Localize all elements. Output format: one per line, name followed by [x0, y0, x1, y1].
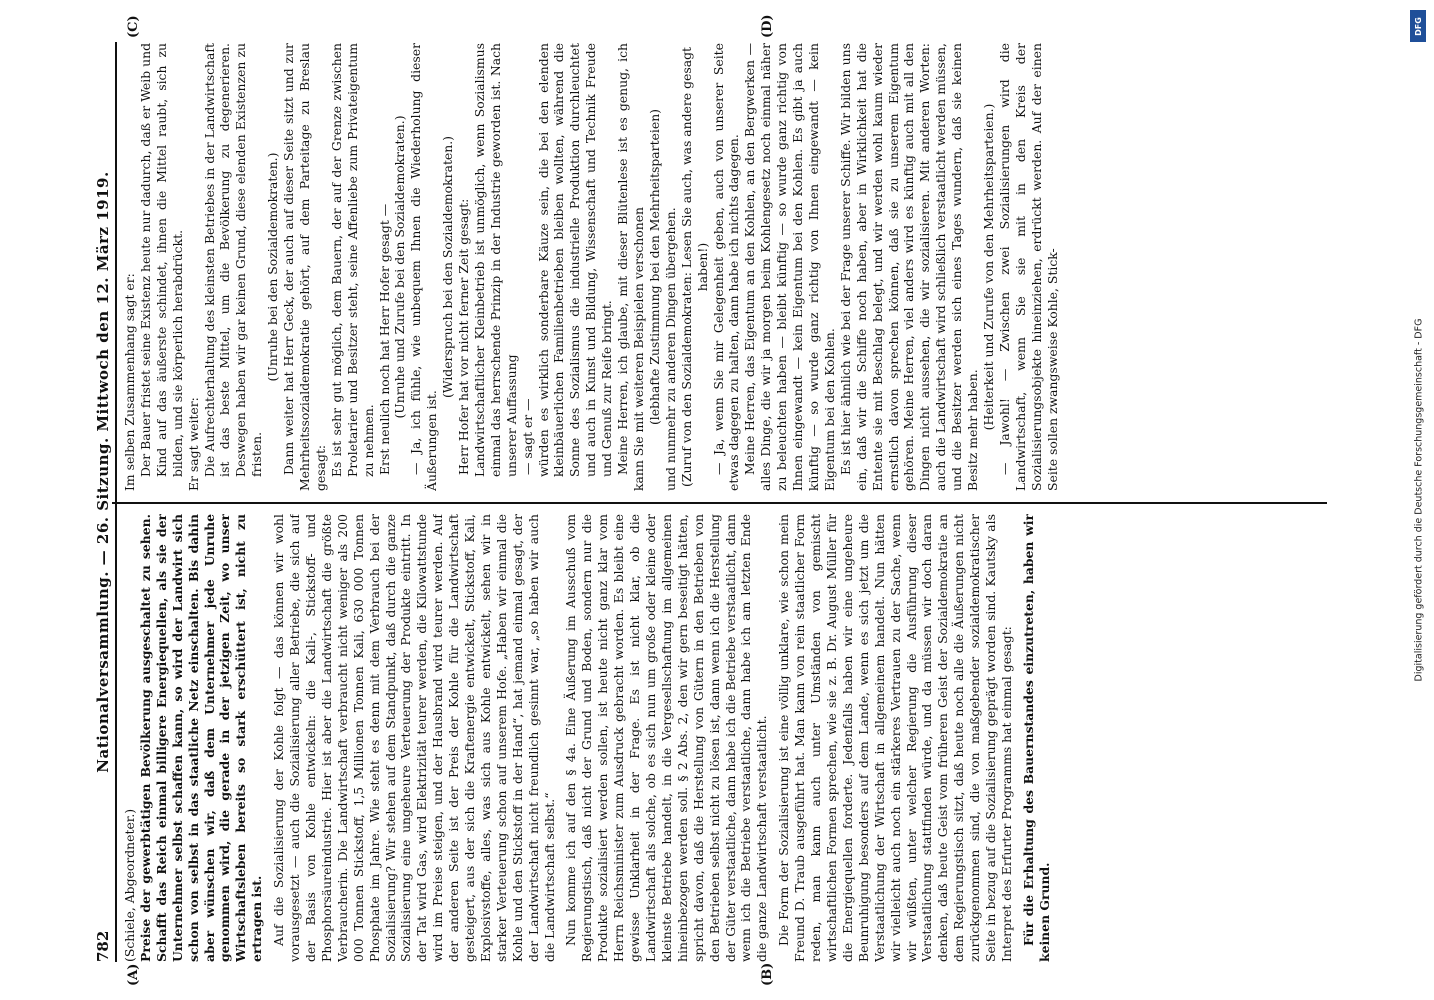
margin-mark-c: (C): [126, 15, 141, 38]
right-column-paragraph: (Unruhe und Zurufe bei den Sozialdemokraten.): [392, 115, 408, 419]
margin-mark-a: (A): [126, 963, 141, 986]
right-text-column: [122, 43, 1327, 491]
right-column-paragraph: Meine Herren, das Eigentum an den Kohlen, an den Bergwerken — alles Dinge, die wir ja morgen beim Kohlengesetz noch einmal näher zu beleuchten haben — bleibt künftig — so wurde ganz richtig von Ihnen eingewandt — kein Eigentum bei den Kohlen. Es gibt ja auch künftig — so wurde ganz richtig von Ihnen eingewandt — kein Eigentum bei den Kohlen.: [742, 43, 837, 491]
right-column-paragraph: Er sagt weiter:: [185, 397, 201, 491]
column-divider: [112, 502, 1327, 504]
dfg-logo: DFG: [1410, 10, 1426, 42]
right-column-paragraph: — Jawohl! — Zwischen zwei Sozialisierungen wird die Landwirtschaft, wenn Sie sie mit in den Kreis der Sozialisierungsobjekte hineinziehen, erdrückt werden. Auf der einen Seite sollen zwangsweise Kohle, Stick-: [996, 43, 1060, 491]
right-column-paragraph: — Ja, ich fühle, wie unbequem Ihnen die Wiederholung dieser Äußerungen ist.: [408, 43, 440, 491]
right-column-paragraph: Dann weiter hat Herr Geck, der auch auf dieser Seite sitzt und zur Mehrheitssozialdemokratie gehört, auf dem Parteitage zu Breslau gesagt:: [281, 43, 328, 491]
right-column-paragraph: Meine Herren, ich glaube, mit dieser Blütenlese ist es genug, ich kann Sie mit weiteren Beispielen verschonen: [615, 43, 646, 491]
left-text-column: [122, 514, 1327, 962]
right-column-paragraph: (Widerspruch bei den Sozialdemokraten.): [440, 135, 456, 399]
right-column-paragraph: und nunmehr zu anderen Dingen übergehen.: [662, 207, 678, 491]
digitization-note: Digitalisierung gefördert durch die Deutsche Forschungsgemeinschaft - DFG: [1413, 318, 1425, 682]
right-column-paragraph: Es ist sehr gut möglich, dem Bauern, der auf der Grenze zwischen Proletarier und Besitzer steht, seine Affenliebe zum Privateigentum zu nehmen.: [328, 43, 376, 477]
right-column-paragraph: — sagt er —: [519, 398, 535, 475]
right-column-paragraph: (lebhafte Zustimmung bei den Mehrheitsparteien): [646, 108, 662, 426]
margin-mark-d: (D): [760, 14, 775, 38]
right-column-paragraph: würden es wirklich sonderbare Käuze sein, die bei den elenden kleinbäuerlichen Familienbetrieben bleiben wollten, während die Sonne des Sozialismus die industrielle Produktion durchleuchtet und auch in Kunst und Bildung, Wissenschaft und Technik Freude und Genuß zur Reife bringt.: [535, 43, 615, 477]
left-column-paragraph: Die Form der Sozialisierung ist eine völlig unklare, wie schon mein Freund D. Traub ausgeführt hat. Man kann von rein staatlicher Form reden, man kann auch unter Umständen von gemischt wirtschaftlichen Formen sprechen, wie sie z. B. Dr. August Müller für die Energiequellen forderte. Jedenfalls haben wir eine ungeheure Beunruhigung besonders auf dem Lande, wenn es sich jetzt um die Verstaatlichung der Wirtschaft in allgemeinem handelt. Nun hätten wir vielleicht auch noch ein stärkeres Vertrauen zu der Sache, wenn wir wüßten, unter welcher Regierung die Ausführung dieser Verstaatlichung stattfinden würde, und da müssen wir doch daran denken, daß heute Geist vom früheren Geist der Sozialdemokratie an dem Regierungstisch sitzt, daß heute noch alle die Äußerungen nicht zurückgenommen sind, die von maßgebender sozialdemokratischer Seite in bezug auf die Sozialisierung geprägt worden sind. Kautsky als Interpret des Erfurter Programms hat einmal gesagt:: [776, 514, 1014, 962]
margin-mark-b: (B): [760, 962, 775, 986]
left-column-paragraph: Preise der gewerbtätigen Bevölkerung ausgeschaltet zu sehen. Schafft das Reich einmal billigere Energiequellen, als sie der Unternehmer selbst schaffen kann, so wird der Landwirt sich schon von selbst in das staatliche Netz einschalten. Bis dahin aber wünschen wir, daß dem Unternehmer jede Unruhe genommen wird, die gerade in der jetzigen Zeit, wo unser Wirtschaftsleben bereits so stark erschüttert ist, nicht zu ertragen ist.: [137, 514, 265, 962]
right-column-paragraph: Der Bauer fristet seine Existenz heute nur dadurch, daß er Weib und Kind auf das äußerste schindet, ihnen die Mittel raubt, sich zu bilden, und sie körperlich herabdrückt.: [137, 43, 185, 477]
page-number: 782: [94, 930, 112, 962]
left-column-paragraph: Auf die Sozialisierung der Kohle folgt — das können wir wohl vorausgesetzt — auch die Sozialisierung aller Betriebe, die sich auf der Basis von Kohle entwickeln: die Kali-, Stickstoff- und Phosphorsäureindustrie. Hier ist aber die Landwirtschaft die größte Verbraucherin. Die Landwirtschaft verbraucht nicht weniger als 200 000 Tonnen Stickstoff, 1,5 Millionen Tonnen Kali, 630 000 Tonnen Phosphate im Jahre. Wie steht es denn mit dem Verbrauch bei der Sozialisierung? Wir stehen auf dem Standpunkt, daß durch die ganze Sozialisierung eine ungeheure Verteuerung der Produkte eintritt. In der Tat wird Gas, wird Elektrizität teurer werden, die Kilowattstunde wird im Preise steigen, und der Hausbrand wird teurer werden. Auf der anderen Seite ist der Preis der Kohle für die Landwirtschaft gesteigert, aus der sich die Kraftenergie entwickelt, Stickstoff, Kali, Explosivstoffe, alles, was sich aus Kohle entwickelt, sehen wir in starker Verteuerung schon auf unserem Hofe. „Haben wir einmal die Kohle und den Stickstoff in der Hand“, hat jemand einmal gesagt, der der Landwirtschaft nicht freundlich gesinnt war, „so haben wir auch die Landwirtschaft selbst.“: [271, 514, 557, 962]
right-column-paragraph: (Zuruf von den Sozialdemokraten: Lesen Sie auch, was andere gesagt haben!): [678, 47, 710, 487]
right-column-paragraph: Es ist hier ähnlich wie bei der Frage unserer Schiffe. Wir bilden uns ein, daß wir die Schiffe noch haben, aber in Wirklichkeit hat die Entente sie mit Beschlag belegt, und wir werden wohl kaum wieder ernstlich davon sprechen können, daß sie zu unserem Eigentum gehören. Meine Herren, viel anders wird es künftig auch mit all den Dingen nicht aussehen, die wir sozialisieren. Mit anderen Worten: auch die Landwirtschaft wird schließlich verstaatlicht werden müssen, und die Besitzer werden sich eines Tages wundern, daß sie keinen Besitz mehr haben.: [837, 43, 981, 491]
left-column-paragraph: Für die Erhaltung des Bauernstandes einzutreten, haben wir keinen Grund.: [1020, 514, 1052, 962]
right-column-paragraph: Erst neulich noch hat Herr Hofer gesagt —: [376, 203, 392, 475]
right-column-paragraph: (Unruhe bei den Sozialdemokraten.): [265, 152, 281, 382]
right-column-paragraph: Herr Hofer hat vor nicht ferner Zeit gesagt:: [456, 198, 472, 475]
page-title: Nationalversammlung. — 26. Sitzung. Mittwoch den 12. März 1919.: [94, 171, 112, 773]
left-column-paragraph: Nun komme ich auf den § 4a. Eine Äußerung im Ausschuß vom Regierungstisch, daß nicht der Grund und Boden, sondern nur die Produkte sozialisiert werden sollen, ist heute nicht ganz klar vom Herrn Reichsminister zum Ausdruck gebracht worden. Es bleibt eine gewisse Unklarheit in der Frage. Es ist nicht klar, ob die Landwirtschaft als solche, ob es sich nun um große oder kleine oder kleinste Betriebe handelt, in die Vergesellschaftung im allgemeinen hineinbezogen werden soll. § 2 Abs. 2, den wir gern beseitigt hätten, spricht davon, daß die Herstellung von Gütern in den Betrieben von den Betrieben selbst nicht zu lösen ist, dann wenn ich die Herstellung der Güter verstaatliche, dann habe ich die Betriebe verstaatlicht, dann wenn ich die Betriebe verstaatliche, dann habe ich am letzten Ende die ganze Landwirtschaft verstaatlicht.: [563, 514, 770, 962]
right-column-paragraph: Im selben Zusammenhang sagt er:: [122, 273, 137, 491]
right-column-paragraph: Landwirtschaftlicher Kleinbetrieb ist unmöglich, wenn Sozialismus einmal das herrschende Prinzip in der Industrie geworden ist. Nach unserer Auffassung: [471, 43, 519, 477]
right-column-paragraph: (Heiterkeit und Zurufe von den Mehrheitsparteien.): [980, 103, 996, 431]
right-column-paragraph: — Ja, wenn Sie mir Gelegenheit geben, auch von unserer Seite etwas dagegen zu halten, dann habe ich nichts dagegen.: [710, 43, 742, 491]
right-column-paragraph: Die Aufrechterhaltung des kleinsten Betriebes in der Landwirtschaft ist das beste Mittel, um die Bevölkerung zu degenerieren. Deswegen haben wir gar keinen Grund, diese elenden Existenzen zu fristen.: [201, 43, 265, 477]
left-column-paragraph: (Schiele, Abgeordneter.): [122, 808, 137, 962]
digitization-sidebar: [1410, 10, 1428, 990]
